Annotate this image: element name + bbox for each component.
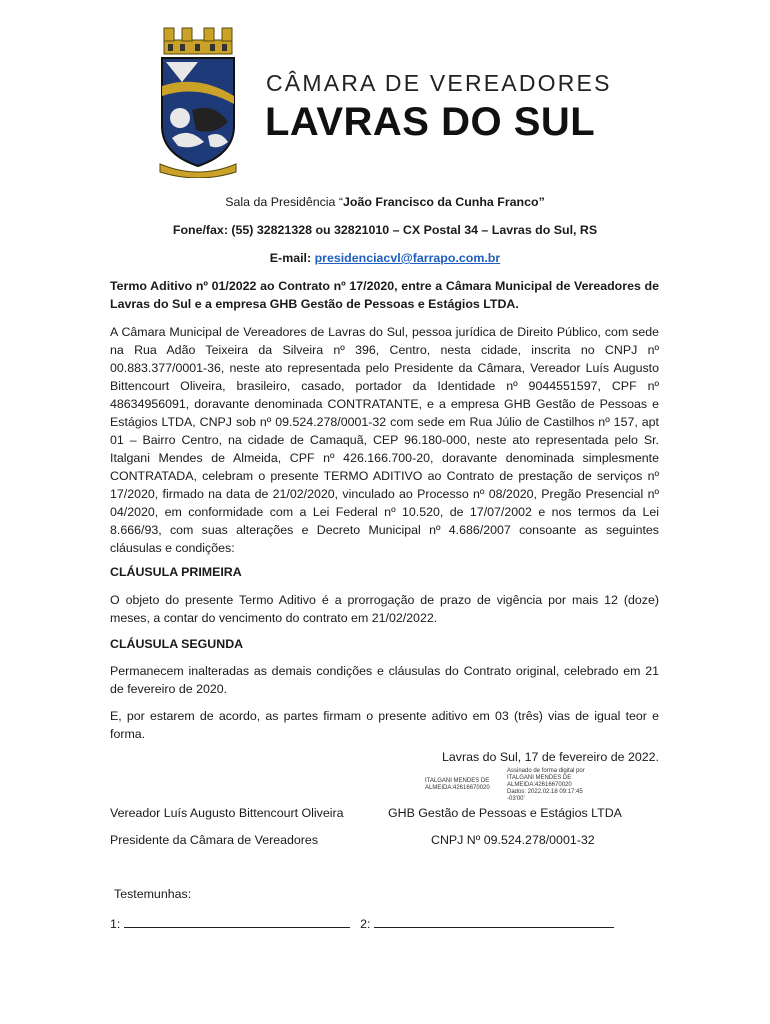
crest-logo [158, 26, 238, 178]
witness2-label: 2: [360, 917, 371, 931]
witness1-label: 1: [110, 917, 121, 931]
clause1-heading: CLÁUSULA PRIMEIRA [110, 565, 242, 579]
digital-sig-line4: Dados: 2022.02.18 09:17:45 [507, 789, 583, 795]
clause2-heading: CLÁUSULA SEGUNDA [110, 637, 244, 651]
crown-icon [164, 28, 232, 54]
sala-name: João Francisco da Cunha Franco [343, 195, 539, 209]
signatory-right-role: CNPJ Nº 09.524.278/0001-32 [431, 833, 595, 847]
fone-line: Fone/fax: (55) 32821328 ou 32821010 – CX Postal 34 – Lavras do Sul, RS [172, 223, 598, 237]
digital-sig-details [507, 768, 599, 803]
sala-prefix: Sala da Presidência “ [225, 195, 344, 209]
digital-sig-line1: Assinado de forma digital por [507, 768, 585, 774]
email-label: E-mail: [269, 251, 315, 265]
witness1-line [124, 915, 350, 928]
intro-paragraph: A Câmara Municipal de Vereadores de Lavras do Sul, pessoa jurídica de Direito Público, com sede na Rua Adão Teixeira da Silveira nº 396, Centro, nesta cidade, inscrita no CNPJ nº 00.883.377/0001-36, neste ato representada pelo Presidente da Câmara, Vereador Luís Augusto Bittencourt Oliveira, brasileiro, casado, portador da Identidade nº 9044551597, CPF nº 48634956091, doravante denominada CONTRATANTE, e a empresa GHB Gestão de Pessoas e Estágios LTDA, CNPJ sob nº 09.524.278/0001-32 com sede em Rua Júlio de Castilhos nº 157, apt 01 – Bairro Centro, na cidade de Camaquã, CEP 96.180-000, neste ato representada pelo Sr. Italgani Mendes de Almeida, CPF nº 426.166.700-20, doravante denominada simplesmente CONTRATADA, celebram o presente TERMO ADITIVO ao Contrato de prestação de serviços nº 17/2020, firmado na data de 21/02/2020, vinculado ao Processo nº 08/2020, Pregão Presencial nº 04/2020, em conformidade com a Lei Federal nº 10.520, de 17/07/2002 e nos termos da Lei 8.666/93, com suas alterações e Decreto Municipal nº 4.686/2007 consoante as seguintes cláusulas e condições: [110, 325, 659, 555]
signatory-left-name: Vereador Luís Augusto Bittencourt Oliveira [110, 806, 344, 820]
sala-suffix: ” [538, 195, 545, 209]
document-title: Termo Aditivo nº 01/2022 ao Contrato nº 17/2020, entre a Câmara Municipal de Vereadores de Lavras do Sul e a empresa GHB Gestão de Pessoas e Estágios LTDA. [110, 279, 659, 311]
clause2-text: Permanecem inalteradas as demais condições e cláusulas do Contrato original, celebrado em 21 de fevereiro de 2020. [110, 664, 659, 696]
date-line: Lavras do Sul, 17 de fevereiro de 2022. [442, 750, 659, 764]
digital-sig-line3: ALMEIDA:42616670020 [507, 782, 572, 788]
witnesses-label: Testemunhas: [114, 887, 192, 901]
closing-text: E, por estarem de acordo, as partes firmam o presente aditivo em 03 (três) vias de igual teor e forma. [110, 709, 659, 741]
sala-line [0, 195, 770, 209]
signatory-left-role: Presidente da Câmara de Vereadores [110, 833, 319, 847]
clause1-text: O objeto do presente Termo Aditivo é a prorrogação de prazo de vigência por mais 12 (doze) meses, a contar do vencimento do contrato em 21/02/2022. [110, 593, 659, 625]
digital-sig-line5: -03'00' [507, 796, 525, 802]
signatory-right-name: GHB Gestão de Pessoas e Estágios LTDA [388, 806, 622, 820]
email-link[interactable]: presidenciacvl@farrapo.com.br [314, 251, 501, 265]
digital-sig-line2: ITALGANI MENDES DE [507, 775, 572, 781]
witness-lines [110, 915, 614, 931]
header-line1: CÂMARA DE VEREADORES [266, 70, 612, 96]
header-line2: LAVRAS DO SUL [265, 100, 596, 144]
witness2-line [374, 915, 614, 928]
digital-sig-name: ITALGANI MENDES DE ALMEIDA:42616670020 [425, 778, 490, 791]
email-line [0, 251, 770, 265]
